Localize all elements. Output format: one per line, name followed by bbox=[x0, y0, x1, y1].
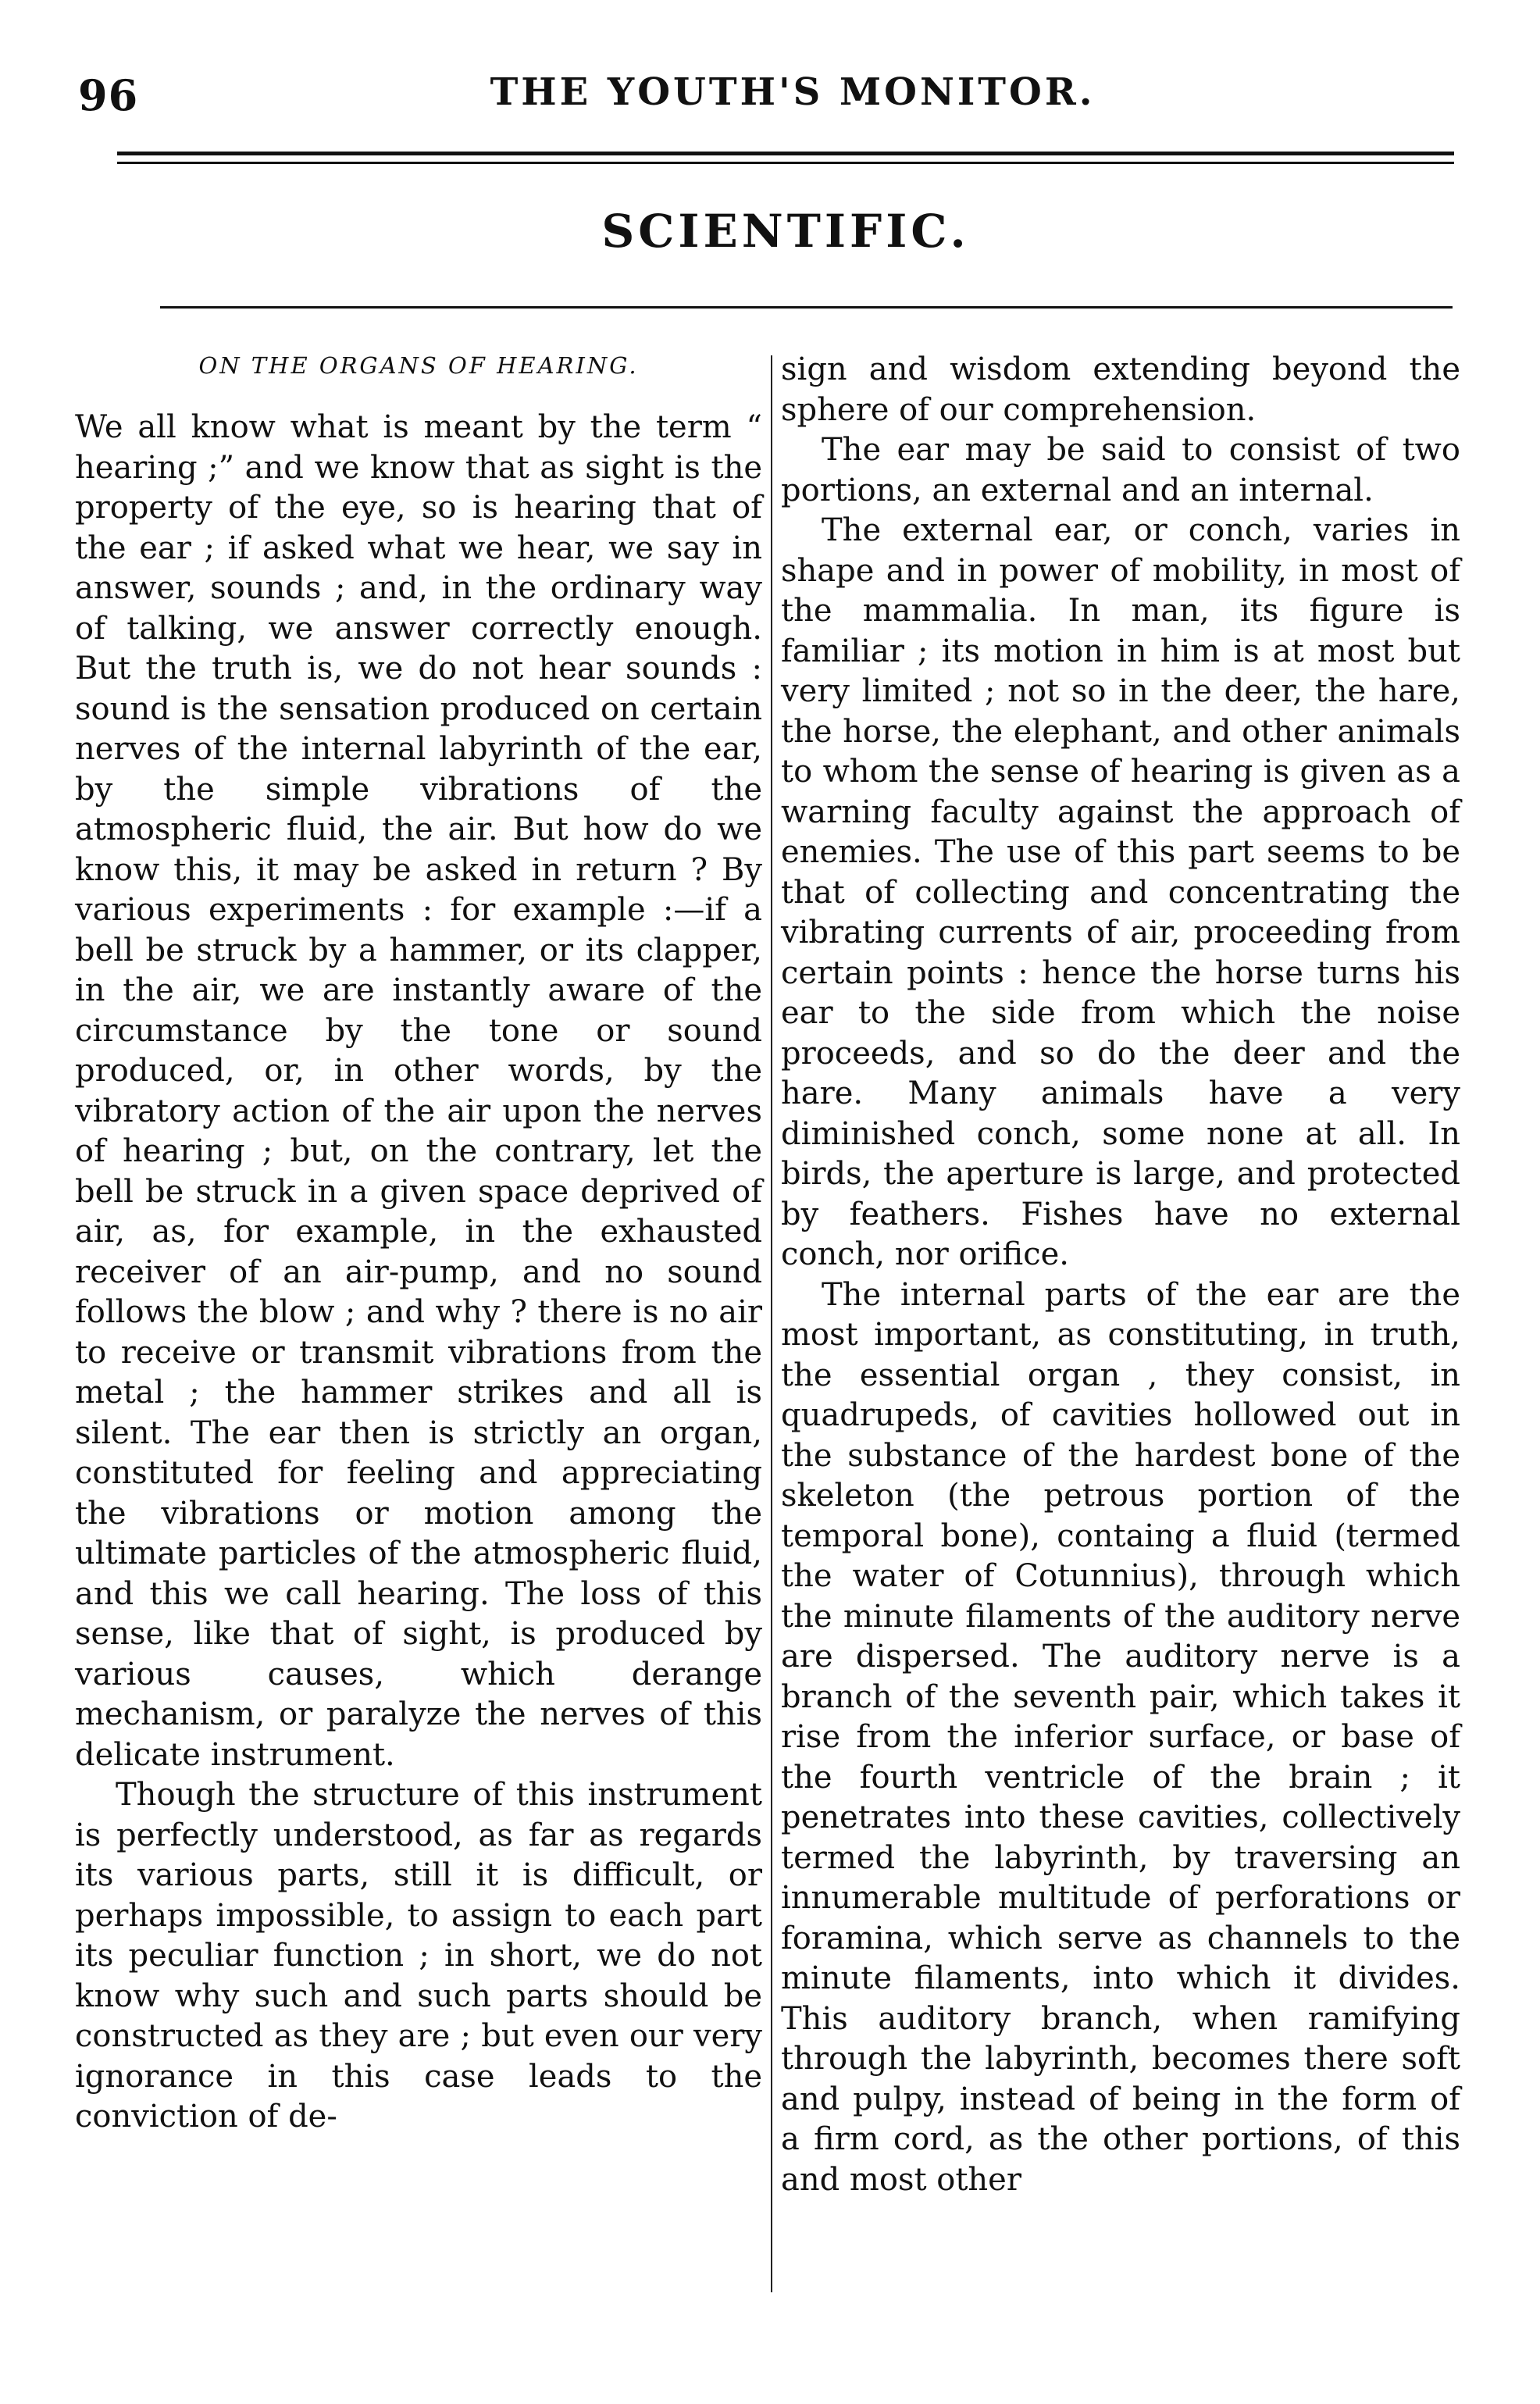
paragraph-structure: Though the structure of this instrument is perfectly understood, as far as regards its various parts, still it is difficult, or perhaps impossible, to assign to each part its peculiar function ; in short, we do not know why such and such parts should be constructed as they are ; but even our very ignorance in this case leads to the conviction of de- bbox=[75, 1777, 762, 2135]
paragraph-intro: We all know what is meant by the term “ hearing ;” and we know that as sight is the property of the eye, so is hearing that of the ear ; if asked what we hear, we say in answer, sounds ; and, in the ordinary way of talking, we answer correctly enough. But the truth is, we do not hear sounds : sound is the sensation produced on certain nerves of the internal labyrinth of the ear, by the simple vibrations of the atmospheric fluid, the air. But how do we know this, it may be asked in return ? By various experiments : for example :—if a bell be struck by a hammer, or its clapper, in the air, we are instantly aware of the circumstance by the tone or sound produced, or, in other words, by the vibratory action of the air upon the nerves of hearing ; but, on the contrary, let the bell be struck in a given space deprived of air, as, for example, in the exhausted receiver of an air-pump, and no sound follows the blow ; and why ? there is no air to receive or transmit vibrations from the metal ; the hammer strikes and all is silent. The ear then is strictly an organ, constituted for feeling and appreciating the vibrations or motion among the ultimate particles of the atmospheric fluid, and this we call hearing. The loss of this sense, like that of sight, is produced by various causes, which derange mechanism, or paralyze the nerves of this delicate instrument. bbox=[75, 409, 762, 1773]
column-divider bbox=[771, 355, 772, 2292]
right-column bbox=[781, 350, 1460, 2200]
paragraph-continuation: sign and wisdom extending beyond the sphere of our comprehension. bbox=[781, 351, 1460, 428]
running-title: THE YOUTH'S MONITOR. bbox=[490, 70, 1096, 114]
paragraph-external-ear: The external ear, or conch, varies in shape and in power of mobility, in most of the mammalia. In man, its figure is familiar ; its motion in him is at most but very limited ; not so in the deer, the hare, the horse, the elephant, and other animals to whom the sense of hearing is given as a warning faculty against the approach of enemies. The use of this part seems to be that of collecting and concentrating the vibrating currents of air, proceeding from certain points : hence the horse turns his ear to the side from which the noise proceeds, and so do the deer and the hare. Many animals have a very diminished conch, some none at all. In birds, the aperture is large, and protected by feathers. Fishes have no external conch, nor orifice. bbox=[781, 512, 1460, 1272]
page-header bbox=[78, 70, 1460, 133]
paragraph-internal-ear: The internal parts of the ear are the most important, as constituting, in truth, the essential organ , they consist, in quadrupeds, of cavities hollowed out in the substance of the hardest bone of the skeleton (the petrous portion of the temporal bone), containg a fluid (termed the water of Cotunnius), through which the minute filaments of the auditory nerve are dispersed. The auditory nerve is a branch of the seventh pair, which takes it rise from the inferior surface, or base of the fourth ventricle of the brain ; it penetrates into these cavities, collectively termed the labyrinth, by traversing an innumerable multitude of perforations or foramina, which serve as channels to the minute filaments, into which it divides. This auditory branch, when ramifying through the labyrinth, becomes there soft and pulpy, instead of being in the form of a firm cord, as the other portions, of this and most other bbox=[781, 1276, 1460, 2198]
page-number: 96 bbox=[78, 70, 139, 120]
article-title: ON THE ORGANS OF HEARING. bbox=[198, 352, 639, 379]
header-double-rule bbox=[117, 152, 1454, 164]
section-title: SCIENTIFIC. bbox=[601, 205, 970, 258]
paragraph-ear-portions: The ear may be said to consist of two portions, an external and an internal. bbox=[781, 432, 1460, 508]
section-rule bbox=[160, 306, 1453, 309]
left-column bbox=[75, 350, 762, 2138]
